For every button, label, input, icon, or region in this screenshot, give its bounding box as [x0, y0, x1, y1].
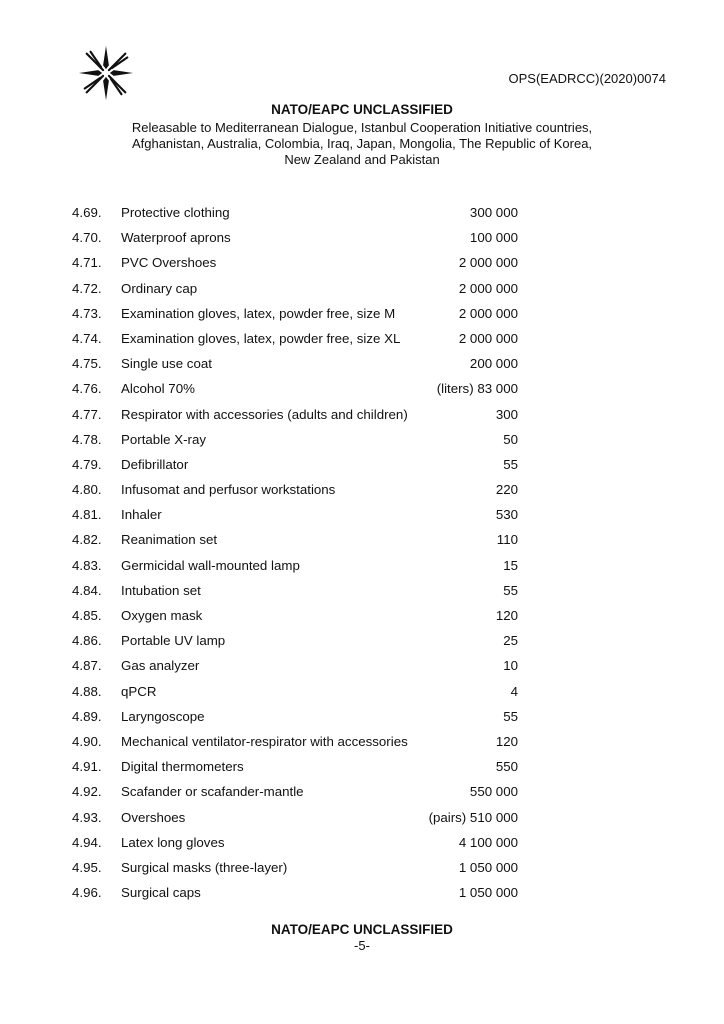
item-description: Single use coat — [121, 356, 212, 372]
item-number: 4.85. — [72, 608, 102, 623]
item-description: Waterproof aprons — [121, 230, 231, 246]
item-description: Mechanical ventilator-respirator with accessories — [121, 733, 408, 749]
item-quantity: 4 — [510, 683, 518, 699]
list-item — [72, 230, 522, 255]
item-quantity: 1 050 000 — [458, 885, 518, 901]
item-description: Examination gloves, latex, powder free, size M — [121, 305, 396, 321]
item-number: 4.86. — [72, 633, 102, 649]
list-item — [72, 860, 522, 885]
list-item — [72, 608, 522, 633]
item-number: 4.93. — [72, 809, 102, 825]
list-item — [72, 281, 522, 306]
item-number: 4.71. — [72, 255, 102, 271]
item-quantity: 4 100 000 — [458, 834, 518, 850]
item-quantity: 550 — [495, 759, 518, 775]
item-quantity: 2 000 000 — [458, 305, 518, 321]
nato-star-logo — [77, 44, 135, 102]
item-quantity: 110 — [496, 532, 518, 548]
list-item — [72, 432, 522, 457]
list-item — [72, 255, 522, 280]
item-quantity: 2 000 000 — [458, 280, 518, 296]
item-description: Surgical caps — [121, 885, 201, 901]
item-description: Respirator with accessories (adults and children) — [121, 406, 408, 422]
item-quantity: 220 — [495, 482, 518, 498]
list-item — [72, 835, 522, 860]
item-description: Reanimation set — [121, 532, 218, 548]
item-number: 4.77. — [72, 406, 102, 422]
release-line: Afghanistan, Australia, Colombia, Iraq, Japan, Mongolia, The Republic of Korea, — [131, 136, 593, 151]
item-description: PVC Overshoes — [121, 255, 217, 271]
item-number: 4.88. — [72, 683, 102, 699]
item-description: Alcohol 70% — [121, 381, 195, 397]
item-quantity: 300 — [495, 406, 518, 422]
item-quantity: 25 — [503, 633, 518, 649]
item-number: 4.91. — [72, 759, 102, 775]
item-number: 4.78. — [72, 431, 102, 447]
list-item — [72, 633, 522, 658]
list-item — [72, 759, 522, 784]
item-quantity: 120 — [495, 608, 518, 623]
item-description: Oxygen mask — [121, 608, 203, 623]
item-description: Scafander or scafander-mantle — [121, 784, 304, 800]
item-quantity: 1 050 000 — [458, 859, 518, 875]
list-item — [72, 558, 522, 583]
item-number: 4.87. — [72, 658, 102, 674]
item-description: Examination gloves, latex, powder free, size XL — [121, 330, 401, 346]
item-number: 4.95. — [72, 859, 102, 875]
item-number: 4.92. — [72, 784, 102, 800]
list-item — [72, 407, 522, 432]
document-reference: OPS(EADRCC)(2020)0074 — [508, 71, 666, 86]
item-number: 4.94. — [72, 834, 102, 850]
item-quantity: 530 — [495, 507, 518, 523]
item-description: Inhaler — [121, 507, 162, 523]
item-number: 4.73. — [72, 305, 102, 321]
item-number: 4.82. — [72, 532, 102, 548]
item-number: 4.89. — [72, 708, 102, 724]
list-item — [72, 658, 522, 683]
item-description: Ordinary cap — [121, 280, 198, 296]
item-quantity: 2 000 000 — [458, 255, 518, 271]
item-quantity: 2 000 000 — [458, 330, 518, 346]
item-number: 4.79. — [72, 456, 102, 472]
list-item — [72, 784, 522, 809]
item-description: Surgical masks (three-layer) — [121, 859, 288, 875]
item-number: 4.75. — [72, 356, 102, 372]
item-number: 4.80. — [72, 482, 102, 498]
item-quantity: 15 — [503, 557, 518, 573]
classification-footer: NATO/EAPC UNCLASSIFIED — [271, 922, 453, 937]
item-quantity: 200 000 — [469, 356, 518, 372]
release-line: Releasable to Mediterranean Dialogue, Istanbul Cooperation Initiative countries, — [131, 120, 593, 135]
list-item — [72, 684, 522, 709]
item-quantity: 300 000 — [469, 205, 518, 220]
item-description: Laryngoscope — [121, 708, 205, 724]
item-quantity: 55 — [503, 708, 518, 724]
item-number: 4.74. — [72, 330, 102, 346]
item-quantity: 550 000 — [469, 784, 518, 800]
item-description: qPCR — [121, 683, 157, 699]
item-quantity: 55 — [503, 456, 518, 472]
item-quantity: 100 000 — [469, 230, 518, 246]
item-description: Portable X-ray — [121, 431, 206, 447]
item-number: 4.83. — [72, 557, 102, 573]
item-list — [72, 205, 522, 910]
item-description: Digital thermometers — [121, 759, 244, 775]
list-item — [72, 306, 522, 331]
list-item — [72, 507, 522, 532]
item-description: Latex long gloves — [121, 834, 225, 850]
list-item — [72, 381, 522, 406]
list-item — [72, 356, 522, 381]
item-number: 4.96. — [72, 885, 102, 901]
item-quantity: 10 — [503, 658, 518, 674]
header-block — [0, 102, 724, 168]
item-description: Germicidal wall-mounted lamp — [121, 557, 300, 573]
item-description: Protective clothing — [121, 205, 230, 220]
list-item — [72, 709, 522, 734]
item-quantity: 55 — [503, 582, 518, 598]
item-description: Gas analyzer — [121, 658, 200, 674]
item-number: 4.69. — [72, 205, 102, 220]
item-description: Intubation set — [121, 582, 201, 598]
item-description: Infusomat and perfusor workstations — [121, 482, 336, 498]
item-description: Overshoes — [121, 809, 186, 825]
list-item — [72, 482, 522, 507]
classification-header: NATO/EAPC UNCLASSIFIED — [271, 102, 453, 117]
list-item — [72, 885, 522, 910]
item-quantity: 50 — [503, 431, 518, 447]
page-number: -5- — [354, 938, 370, 953]
item-number: 4.90. — [72, 733, 102, 749]
item-number: 4.70. — [72, 230, 102, 246]
release-line: New Zealand and Pakistan — [284, 152, 440, 167]
item-quantity: (liters) 83 000 — [436, 381, 518, 397]
item-number: 4.81. — [72, 507, 102, 523]
list-item — [72, 734, 522, 759]
list-item — [72, 331, 522, 356]
list-item — [72, 457, 522, 482]
item-description: Defibrillator — [121, 456, 189, 472]
list-item — [72, 583, 522, 608]
item-description: Portable UV lamp — [121, 633, 226, 649]
list-item — [72, 205, 522, 230]
item-quantity: 120 — [495, 733, 518, 749]
list-item — [72, 810, 522, 835]
item-number: 4.84. — [72, 582, 102, 598]
item-number: 4.76. — [72, 381, 102, 397]
list-item — [72, 532, 522, 557]
footer-block — [0, 922, 724, 954]
item-quantity: (pairs) 510 000 — [428, 809, 518, 825]
item-number: 4.72. — [72, 280, 102, 296]
